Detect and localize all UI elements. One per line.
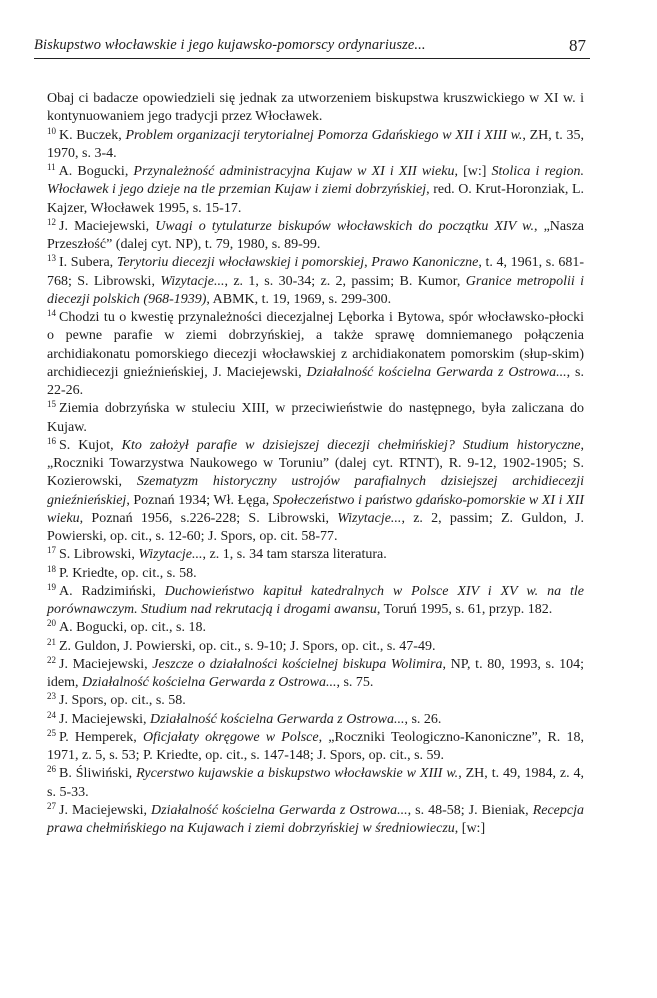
footnote-number: 17 [47, 545, 56, 556]
footnote-text: A. Radzimiński, Duchowieństwo kapituł katedralnych w Polsce XIV i XV w. na tle porównawczym. Studium nad rekrutacją i drogami awansu, Toruń 1995, s. 61, przyp. 182. [47, 583, 584, 617]
footnote [47, 638, 584, 656]
footnote-number: 27 [47, 800, 56, 811]
footnote-number: 11 [47, 162, 56, 172]
footnote-number: 19 [47, 581, 56, 592]
footnotes-section [47, 90, 584, 838]
footnote-number: 15 [47, 399, 56, 410]
footnote-text: S. Kujot, Kto założył parafie w dzisiejszej diecezji chełmińskiej? Studium historyczne, „Roczniki Towarzystwa Naukowego w Toruniu” (dalej cyt. RTNT), R. 9-12, 1902-1905; S. Kozierowski, Szematyzm historyczny ustrojów parafialnych dzisiejszej archidiecezji gnieźnieńskiej, Poznań 1934; Wł. Łęga, Społeczeństwo i państwo gdańsko-pomorskie w XI i XII wieku, Poznań 1956, s.226-228; S. Librowski, Wizytacje..., z. 2, passim; Z. Guldon, J. Powierski, op. cit., s. 12-60; J. Spors, op. cit. 58-77. [47, 437, 585, 544]
footnote-number: 10 [47, 125, 56, 136]
footnote [47, 583, 584, 620]
running-title: Biskupstwo włocławskie i jego kujawsko-pomorscy ordynariusze... [34, 37, 426, 53]
footnote-text: J. Maciejewski, Jeszcze o działalności kościelnej biskupa Wolimira, NP, t. 80, 1993, s. 104; idem, Działalność kościelna Gerwarda z Ostrowa..., s. 75. [47, 656, 584, 690]
footnote [47, 218, 584, 255]
footnote [47, 400, 584, 437]
footnote-number: 23 [47, 691, 56, 702]
footnote [47, 546, 584, 564]
footnote-number: 14 [47, 308, 56, 318]
footnote-text: J. Maciejewski, Uwagi o tytulaturze biskupów włocławskich do początku XIV w., „Nasza Przeszłość” (dalej cyt. NP), t. 79, 1980, s. 89-99. [47, 218, 585, 252]
footnote-text: Chodzi tu o kwestię przynależności diecezjalnej Lęborka i Bytowa, spór włocławsko-płocki o pewne parafie w ziemi dobrzyńskiej, a także sprawę domniemanego połączenia archidiakonatu pomorskiego diecezji włocławskiej z archidiakonatem pomorskim (słup-skim) archidiecezji gnieźnieńskiej, J. Maciejewski, Działalność kościelna Gerwarda z Ostrowa..., s. 22-26. [47, 310, 584, 398]
intro-paragraph [47, 90, 584, 127]
footnote [47, 619, 584, 637]
footnote [47, 802, 584, 839]
footnote-text: Ziemia dobrzyńska w stuleciu XIII, w przeciwieństwie do następnego, była zaliczana do Kujaw. [47, 401, 584, 435]
footnote-text: Z. Guldon, J. Powierski, op. cit., s. 9-10; J. Spors, op. cit., s. 47-49. [59, 638, 436, 654]
footnote-text: J. Spors, op. cit., s. 58. [59, 693, 186, 709]
footnote [47, 729, 584, 766]
footnote-list [47, 127, 584, 839]
footnote-text: J. Maciejewski, Działalność kościelna Gerwarda z Ostrowa..., s. 48-58; J. Bieniak, Recepcja prawa chełmińskiego na Kujawach i ziemi dobrzyńskiej w średniowieczu, [w:] [47, 802, 584, 836]
footnote-number: 21 [47, 636, 56, 647]
footnote [47, 765, 584, 802]
footnote [47, 711, 584, 729]
footnote-text: J. Maciejewski, Działalność kościelna Gerwarda z Ostrowa..., s. 26. [59, 711, 442, 727]
footnote [47, 656, 584, 693]
footnote-number: 25 [47, 727, 56, 738]
intro-text: Obaj ci badacze opowiedzieli się jednak za utworzeniem biskupstwa kruszwickiego w XI w. i kontynuowaniem jego tradycji przez Włocławek. [47, 91, 584, 125]
footnote-number: 13 [47, 253, 56, 264]
footnote [47, 309, 584, 400]
footnote-number: 20 [47, 618, 56, 629]
footnote-number: 26 [47, 764, 56, 775]
footnote-text: P. Kriedte, op. cit., s. 58. [59, 565, 197, 581]
footnote [47, 254, 584, 309]
footnote-number: 18 [47, 563, 56, 574]
footnote [47, 692, 584, 710]
footnote-number: 24 [47, 709, 56, 720]
footnote-number: 22 [47, 654, 56, 665]
footnote [47, 163, 584, 218]
footnote-number: 16 [47, 435, 56, 446]
page-header [34, 34, 590, 59]
footnote-text: P. Hemperek, Oficjałaty okręgowe w Polsce, „Roczniki Teologiczno-Kanoniczne”, R. 18, 1971, z. 5, s. 53; P. Kriedte, op. cit., s. 147-148; J. Spors, op. cit., s. 59. [47, 729, 584, 763]
footnote-text: A. Bogucki, Przynależność administracyjna Kujaw w XI i XII wieku, [w:] Stolica i region. Włocławek i jego dzieje na tle przemian Kujaw i ziemi dobrzyńskiej, red. O. Krut-Horonziak, L. Kajzer, Włocławek 1995, s. 15-17. [47, 164, 585, 216]
footnote [47, 127, 584, 164]
footnote-text: K. Buczek, Problem organizacji terytorialnej Pomorza Gdańskiego w XII i XIII w., ZH, t. 35, 1970, s. 3-4. [47, 127, 584, 161]
page-number: 87 [569, 36, 586, 55]
footnote-number: 12 [47, 216, 56, 227]
footnote-text: B. Śliwiński, Rycerstwo kujawskie a biskupstwo włocławskie w XIII w., ZH, t. 49, 1984, z. 4, s. 5-33. [47, 766, 585, 800]
footnote [47, 565, 584, 583]
footnote-text: I. Subera, Terytoriu diecezji włocławskiej i pomorskiej, Prawo Kanoniczne, t. 4, 1961, s. 681-768; S. Librowski, Wizytacje..., z. 1, s. 30-34; z. 2, passim; B. Kumor, Granice metropolii i diecezji polskich (968-1939), ABMK, t. 19, 1969, s. 299-300. [47, 255, 585, 307]
footnote [47, 437, 584, 547]
footnote-text: S. Librowski, Wizytacje..., z. 1, s. 34 tam starsza literatura. [59, 547, 387, 563]
footnote-text: A. Bogucki, op. cit., s. 18. [59, 620, 206, 636]
